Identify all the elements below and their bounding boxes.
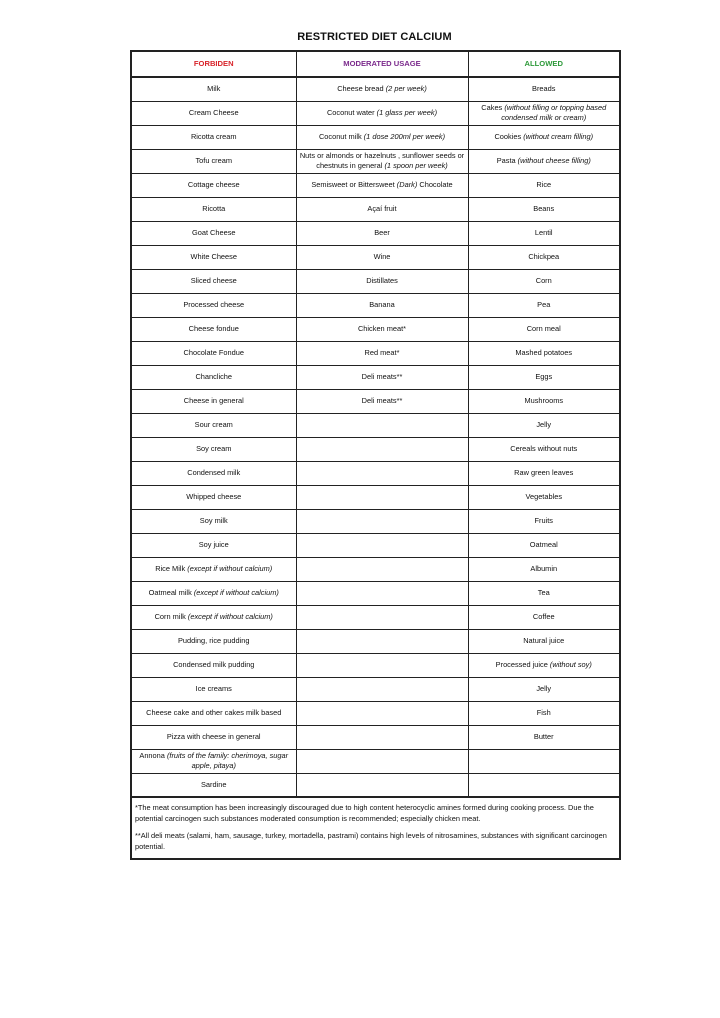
- moderated-cell: [296, 413, 468, 437]
- table-row: [131, 485, 620, 509]
- moderated-cell: [296, 269, 468, 293]
- forbidden-cell-text: Cottage cheese: [187, 180, 240, 189]
- forbidden-cell-note: (except if without calcium): [187, 564, 273, 573]
- table-row: [131, 293, 620, 317]
- forbidden-cell-text: Tofu cream: [195, 156, 233, 165]
- moderated-cell: [296, 485, 468, 509]
- moderated-cell: [296, 365, 468, 389]
- allowed-cell-text: Pasta: [496, 156, 516, 165]
- moderated-cell: [296, 557, 468, 581]
- moderated-cell-note: (1 dose 200ml per week): [363, 132, 446, 141]
- allowed-cell-text: Cakes: [481, 103, 503, 112]
- allowed-cell: [468, 581, 620, 605]
- table-row: [131, 605, 620, 629]
- forbidden-cell: [131, 149, 296, 173]
- notes-row: [131, 797, 620, 859]
- table-row: [131, 725, 620, 749]
- allowed-cell-text: Processed juice: [495, 660, 548, 669]
- forbidden-cell: [131, 653, 296, 677]
- forbidden-cell-note: (except if without calcium): [187, 612, 273, 621]
- notes-cell: [131, 797, 620, 859]
- allowed-cell: [468, 629, 620, 653]
- forbidden-cell: [131, 293, 296, 317]
- forbidden-cell-text: Processed cheese: [183, 300, 245, 309]
- allowed-cell-text: Chickpea: [528, 252, 560, 261]
- forbidden-cell-text: Condensed milk pudding: [173, 660, 255, 669]
- moderated-cell-text: Red meat*: [364, 348, 400, 357]
- allowed-cell-text: Butter: [533, 732, 554, 741]
- allowed-cell: [468, 557, 620, 581]
- allowed-cell: [468, 677, 620, 701]
- table-row: [131, 701, 620, 725]
- forbidden-cell: [131, 197, 296, 221]
- allowed-cell: [468, 173, 620, 197]
- allowed-cell: [468, 197, 620, 221]
- forbidden-cell: [131, 461, 296, 485]
- moderated-cell: [296, 101, 468, 125]
- forbidden-cell: [131, 437, 296, 461]
- allowed-cell: [468, 389, 620, 413]
- forbidden-cell: [131, 77, 296, 101]
- table-row: [131, 317, 620, 341]
- table-row: [131, 269, 620, 293]
- moderated-cell-text: Wine: [373, 252, 391, 261]
- table-row: [131, 365, 620, 389]
- moderated-cell-note: (1 spoon per week): [384, 161, 448, 170]
- moderated-cell: [296, 725, 468, 749]
- forbidden-cell-note: (fruits of the family: cherimoya, sugar apple, pitaya): [166, 751, 289, 770]
- table-row: [131, 629, 620, 653]
- forbidden-cell: [131, 413, 296, 437]
- forbidden-cell: [131, 101, 296, 125]
- forbidden-cell-text: Ice creams: [195, 684, 232, 693]
- allowed-cell-text: Coffee: [532, 612, 555, 621]
- moderated-cell: [296, 293, 468, 317]
- allowed-cell: [468, 365, 620, 389]
- allowed-cell-text: Jelly: [536, 420, 552, 429]
- table-row: [131, 773, 620, 797]
- allowed-cell: [468, 773, 620, 797]
- moderated-cell-text: Banana: [369, 300, 395, 309]
- moderated-cell: [296, 533, 468, 557]
- moderated-cell-text: Semisweet or Bittersweet: [311, 180, 395, 189]
- forbidden-cell: [131, 173, 296, 197]
- forbidden-cell: [131, 221, 296, 245]
- moderated-cell-note: (2 per week): [385, 84, 427, 94]
- forbidden-cell-text: Milk: [207, 84, 221, 94]
- allowed-cell-text: Lentil: [534, 228, 553, 237]
- moderated-cell: [296, 629, 468, 653]
- allowed-cell: [468, 653, 620, 677]
- allowed-cell-text: Cereals without nuts: [510, 444, 578, 453]
- allowed-cell-text: Pea: [537, 300, 551, 309]
- forbidden-cell-text: Cheese fondue: [188, 324, 239, 333]
- moderated-cell: [296, 149, 468, 173]
- table-row: [131, 173, 620, 197]
- forbidden-cell: [131, 389, 296, 413]
- table-row: [131, 149, 620, 173]
- forbidden-cell-note: (except if without calcium): [193, 588, 279, 597]
- allowed-cell-text: Tea: [537, 588, 550, 597]
- moderated-cell: [296, 605, 468, 629]
- moderated-cell-note: (1 glass per week): [376, 108, 438, 117]
- table-row: [131, 557, 620, 581]
- allowed-cell: [468, 317, 620, 341]
- allowed-cell-text: Mashed potatoes: [515, 348, 573, 357]
- forbidden-cell-text: Cheese in general: [183, 396, 244, 405]
- forbidden-cell-text: Chancliche: [195, 372, 233, 381]
- forbidden-cell-text: Annona: [139, 751, 165, 760]
- moderated-cell: [296, 125, 468, 149]
- table-row: [131, 341, 620, 365]
- moderated-cell: [296, 221, 468, 245]
- allowed-cell: [468, 77, 620, 101]
- forbidden-cell-text: Sardine: [201, 779, 227, 789]
- forbidden-cell: [131, 125, 296, 149]
- header-allowed: ALLOWED: [468, 51, 620, 77]
- table-row: [131, 101, 620, 125]
- table-row: [131, 533, 620, 557]
- table-row: [131, 389, 620, 413]
- allowed-cell-text: Mushrooms: [524, 396, 564, 405]
- moderated-cell: [296, 317, 468, 341]
- table-row: [131, 413, 620, 437]
- allowed-cell-text: Raw green leaves: [514, 468, 574, 477]
- allowed-cell-text: Natural juice: [523, 636, 565, 645]
- forbidden-cell-text: Condensed milk: [187, 468, 241, 477]
- forbidden-cell: [131, 773, 296, 797]
- moderated-cell-text: Açaí fruit: [367, 204, 397, 213]
- forbidden-cell-text: Chocolate Fondue: [183, 348, 244, 357]
- allowed-cell: [468, 149, 620, 173]
- forbidden-cell-text: Whipped cheese: [186, 492, 242, 501]
- allowed-cell: [468, 485, 620, 509]
- allowed-cell-text: Cookies: [494, 132, 522, 141]
- moderated-cell: [296, 461, 468, 485]
- allowed-cell-text: Fruits: [534, 516, 553, 525]
- forbidden-cell-text: White Cheese: [190, 252, 237, 261]
- forbidden-cell: [131, 269, 296, 293]
- moderated-cell-text-after: Chocolate: [419, 180, 453, 189]
- moderated-cell: [296, 245, 468, 269]
- allowed-cell-text: Corn: [535, 276, 552, 285]
- allowed-cell: [468, 437, 620, 461]
- allowed-cell-text: Oatmeal: [529, 540, 558, 549]
- forbidden-cell-text: Corn milk: [154, 612, 186, 621]
- forbidden-cell-text: Sour cream: [194, 420, 233, 429]
- forbidden-cell-text: Rice Milk: [155, 564, 186, 573]
- moderated-cell: [296, 581, 468, 605]
- allowed-cell-note: (without cheese filling): [517, 156, 591, 165]
- table-row: [131, 461, 620, 485]
- moderated-cell: [296, 77, 468, 101]
- forbidden-cell: [131, 341, 296, 365]
- forbidden-cell: [131, 509, 296, 533]
- forbidden-cell-text: Ricotta cream: [190, 132, 237, 141]
- table-row: [131, 749, 620, 773]
- moderated-cell-text: Beer: [374, 228, 390, 237]
- allowed-cell-text: Jelly: [536, 684, 552, 693]
- forbidden-cell: [131, 485, 296, 509]
- note-deli-meats: **All deli meats (salami, ham, sausage, turkey, mortadella, pastrami) contains high levels of nitrosamines, substances with significant carcinogen potential.: [135, 831, 607, 851]
- forbidden-cell: [131, 245, 296, 269]
- allowed-cell: [468, 533, 620, 557]
- forbidden-cell-text: Pizza with cheese in general: [166, 732, 261, 741]
- allowed-cell: [468, 605, 620, 629]
- table-row: [131, 77, 620, 101]
- forbidden-cell-text: Oatmeal milk: [148, 588, 192, 597]
- allowed-cell: [468, 413, 620, 437]
- forbidden-cell-text: Soy milk: [199, 516, 228, 525]
- moderated-cell: [296, 389, 468, 413]
- moderated-cell-text: Deli meats**: [361, 372, 403, 381]
- moderated-cell: [296, 677, 468, 701]
- moderated-cell: [296, 509, 468, 533]
- forbidden-cell: [131, 317, 296, 341]
- allowed-cell-text: Beans: [533, 204, 555, 213]
- allowed-cell: [468, 341, 620, 365]
- moderated-cell: [296, 773, 468, 797]
- table-row: [131, 221, 620, 245]
- allowed-cell-text: Rice: [536, 180, 552, 189]
- table-header-row: [131, 51, 620, 77]
- forbidden-cell-text: Ricotta: [202, 204, 226, 213]
- moderated-cell: [296, 749, 468, 773]
- table-row: [131, 125, 620, 149]
- diet-table: [130, 50, 621, 860]
- forbidden-cell-text: Soy cream: [196, 444, 232, 453]
- allowed-cell-text: Eggs: [535, 372, 553, 381]
- allowed-cell: [468, 101, 620, 125]
- forbidden-cell: [131, 581, 296, 605]
- allowed-cell: [468, 221, 620, 245]
- allowed-cell: [468, 701, 620, 725]
- forbidden-cell-text: Soy juice: [198, 540, 229, 549]
- moderated-cell: [296, 437, 468, 461]
- forbidden-cell-text: Pudding, rice pudding: [178, 636, 250, 645]
- allowed-cell-note: (without cream filling): [523, 132, 594, 141]
- moderated-cell-text: Distillates: [366, 276, 398, 285]
- forbidden-cell: [131, 533, 296, 557]
- allowed-cell: [468, 269, 620, 293]
- table-row: [131, 197, 620, 221]
- allowed-cell: [468, 125, 620, 149]
- allowed-cell-note: (without soy): [549, 660, 592, 669]
- forbidden-cell-text: Cream Cheese: [188, 108, 239, 117]
- moderated-cell-text: Coconut milk: [318, 132, 362, 141]
- allowed-cell-text: Vegetables: [525, 492, 563, 501]
- table-row: [131, 509, 620, 533]
- forbidden-cell-text: Goat Cheese: [191, 228, 236, 237]
- allowed-cell: [468, 461, 620, 485]
- allowed-cell: [468, 293, 620, 317]
- moderated-cell-note: (Dark): [396, 180, 418, 189]
- page-title: RESTRICTED DIET CALCIUM: [297, 31, 452, 43]
- moderated-cell: [296, 653, 468, 677]
- forbidden-cell-text: Sliced cheese: [190, 276, 237, 285]
- diet-table-body: [131, 77, 620, 797]
- allowed-cell: [468, 749, 620, 773]
- header-moderated: MODERATED USAGE: [296, 51, 468, 77]
- allowed-cell-text: Albumin: [530, 564, 558, 573]
- moderated-cell-text: Coconut water: [326, 108, 375, 117]
- allowed-cell: [468, 725, 620, 749]
- header-forbidden: FORBIDEN: [131, 51, 296, 77]
- allowed-cell-note: (without filling or topping based condensed milk or cream): [501, 103, 607, 122]
- moderated-cell-text: Cheese bread: [337, 84, 384, 94]
- allowed-cell-text: Breads: [532, 84, 556, 94]
- moderated-cell-text: Nuts or almonds or hazelnuts , sunflower seeds or chestnuts in general: [299, 151, 465, 170]
- forbidden-cell: [131, 365, 296, 389]
- forbidden-cell: [131, 725, 296, 749]
- moderated-cell: [296, 701, 468, 725]
- note-meat: *The meat consumption has been increasingly discouraged due to high content heterocyclic amines formed during cooking process. Due the potential carcinogen such substances moderated consumption is recommended; especially chicken meat.: [135, 803, 594, 823]
- moderated-cell: [296, 173, 468, 197]
- table-row: [131, 245, 620, 269]
- moderated-cell: [296, 341, 468, 365]
- moderated-cell-text: Deli meats**: [361, 396, 403, 405]
- forbidden-cell: [131, 629, 296, 653]
- table-row: [131, 653, 620, 677]
- moderated-cell: [296, 197, 468, 221]
- moderated-cell-text: Chicken meat*: [357, 324, 407, 333]
- forbidden-cell-text: Cheese cake and other cakes milk based: [146, 708, 282, 717]
- allowed-cell-text: Corn meal: [526, 324, 561, 333]
- allowed-cell: [468, 245, 620, 269]
- table-row: [131, 437, 620, 461]
- allowed-cell: [468, 509, 620, 533]
- forbidden-cell: [131, 677, 296, 701]
- forbidden-cell: [131, 605, 296, 629]
- table-row: [131, 581, 620, 605]
- forbidden-cell: [131, 701, 296, 725]
- forbidden-cell: [131, 557, 296, 581]
- table-row: [131, 677, 620, 701]
- forbidden-cell: [131, 749, 296, 773]
- allowed-cell-text: Fish: [536, 708, 551, 717]
